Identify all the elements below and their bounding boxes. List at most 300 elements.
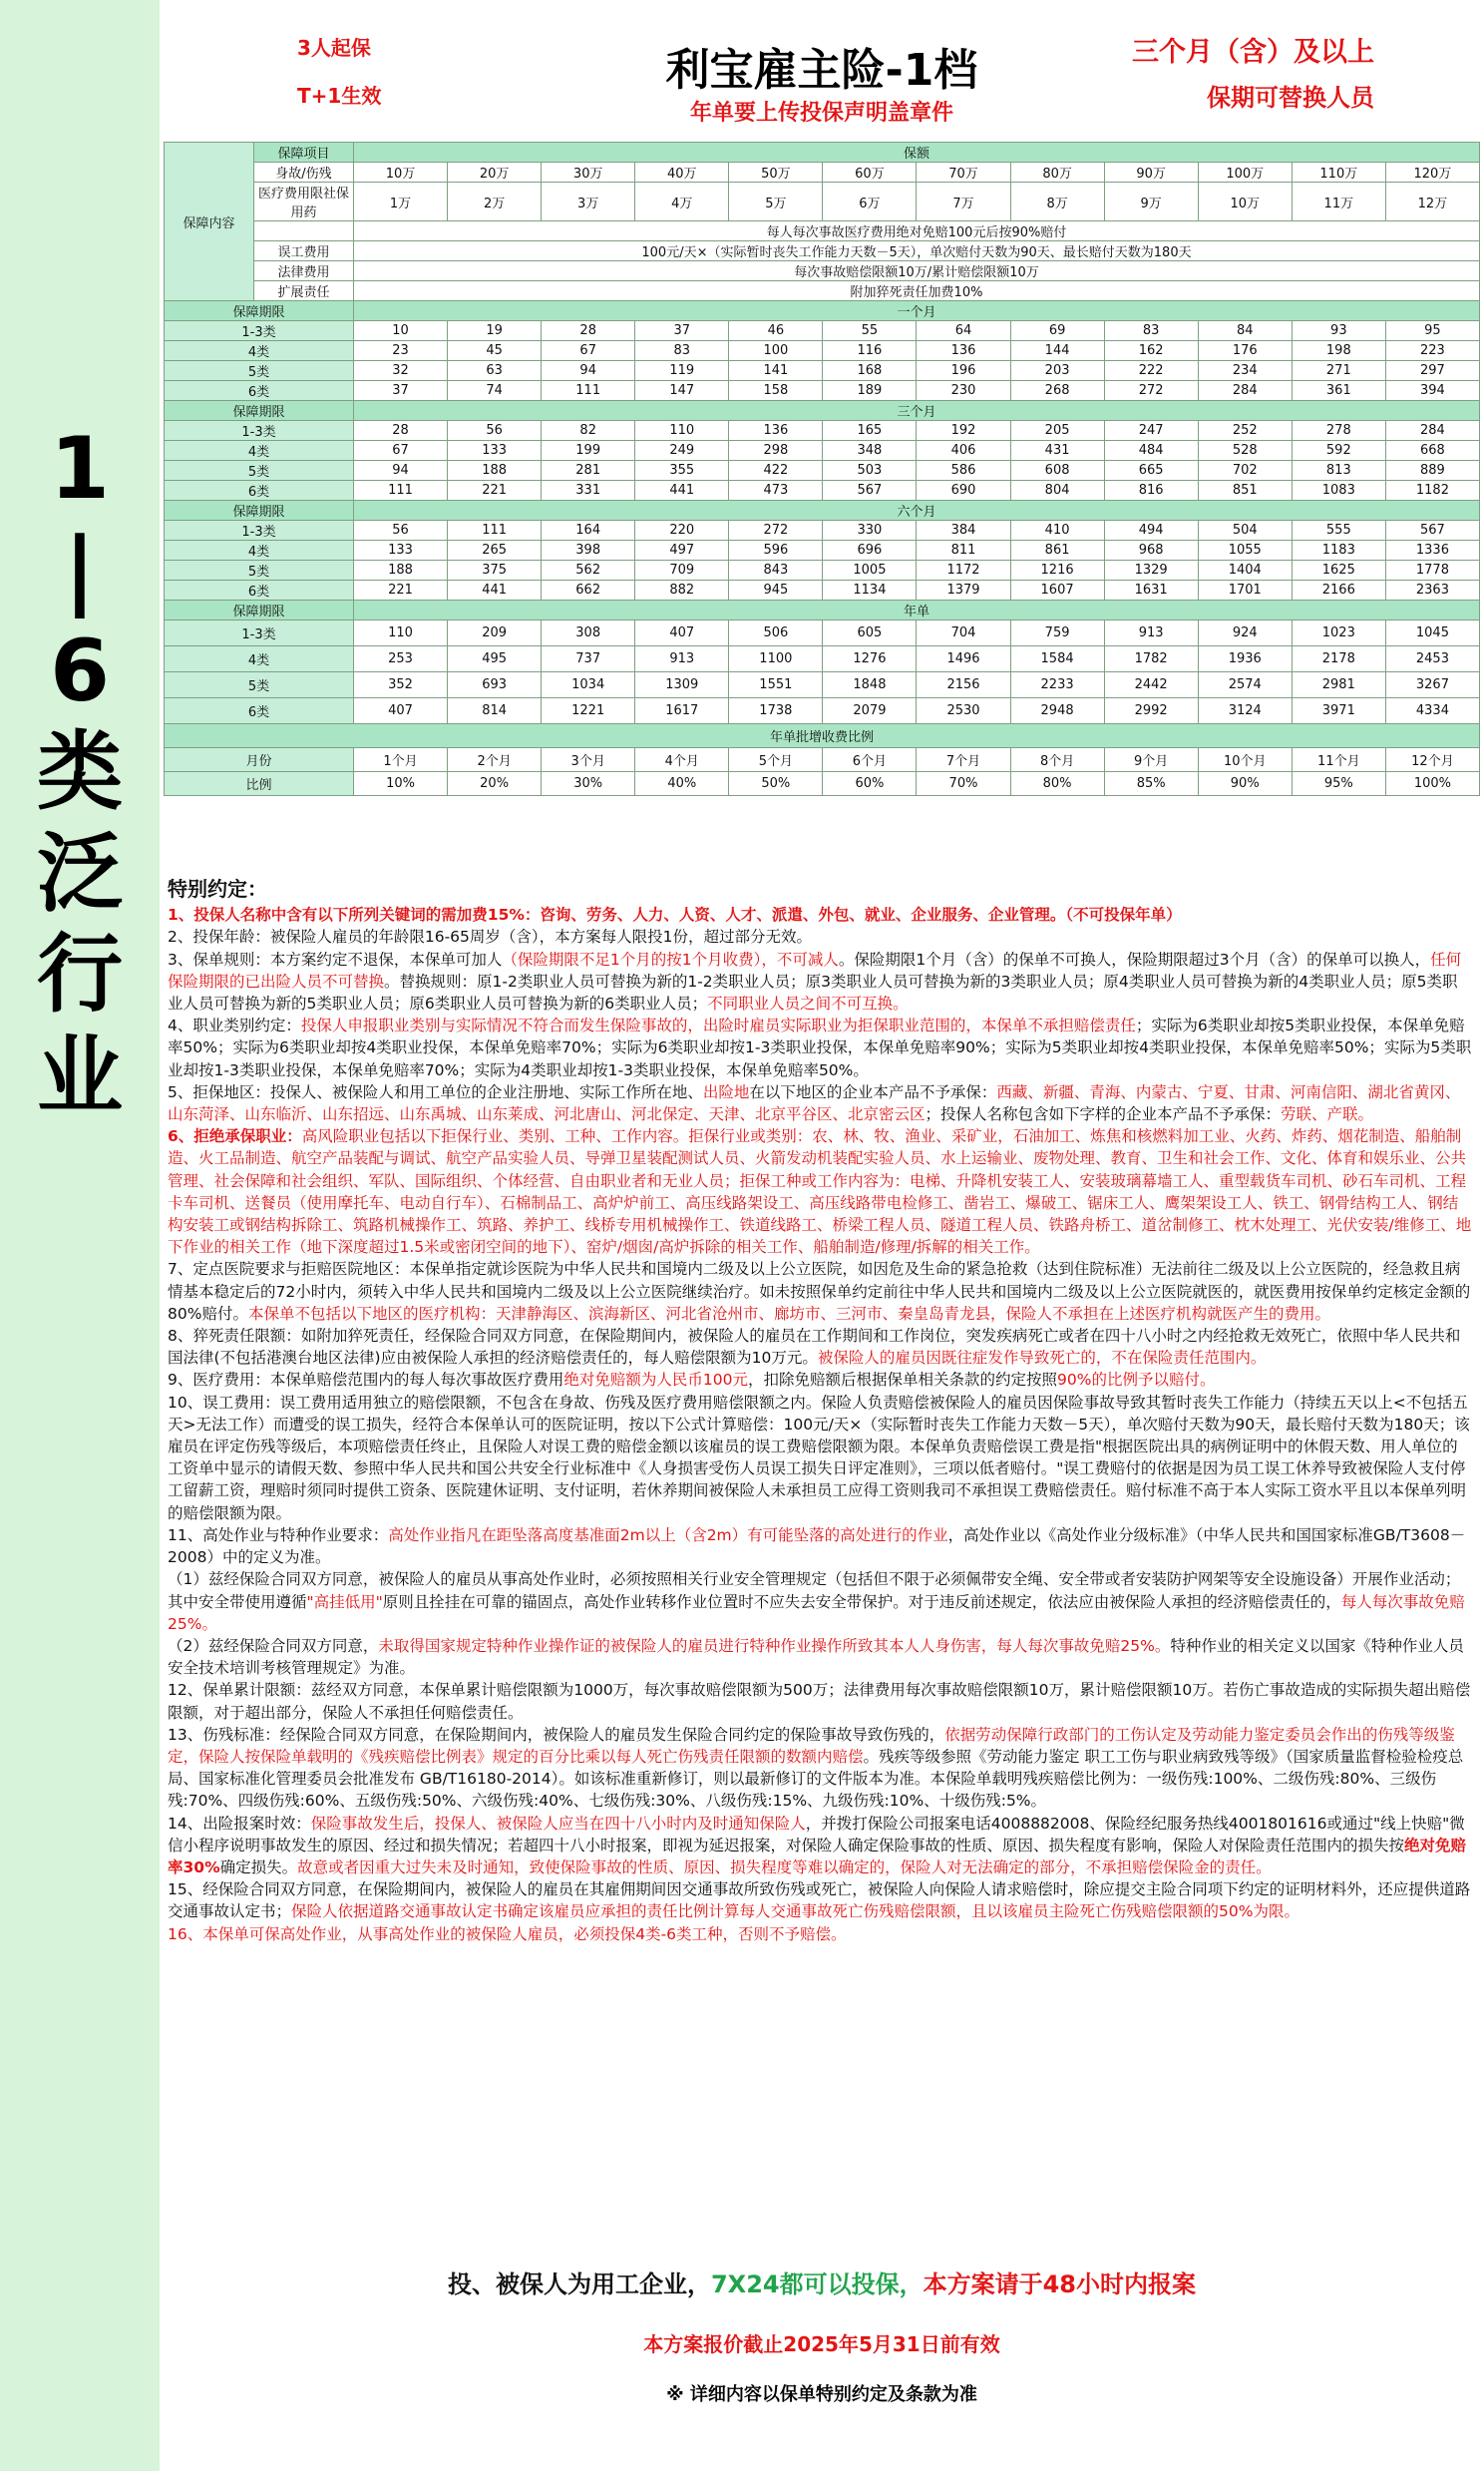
premium-cell: 56 <box>448 421 542 441</box>
coverage-value-cell: 12万 <box>1385 183 1479 221</box>
period-label: 保障期限 <box>165 501 354 521</box>
ratio-cell: 60% <box>823 772 917 796</box>
month-label: 月份 <box>165 748 354 772</box>
premium-cell: 1551 <box>729 672 823 698</box>
premium-cell: 1738 <box>729 698 823 724</box>
period-label: 保障期限 <box>165 601 354 620</box>
premium-cell: 1221 <box>542 698 635 724</box>
premium-cell: 913 <box>1104 620 1198 646</box>
premium-table <box>164 142 1480 796</box>
coverage-value-cell: 7万 <box>917 183 1010 221</box>
premium-cell: 249 <box>635 441 729 461</box>
premium-cell: 1045 <box>1385 620 1479 646</box>
footer-note: ※ 详细内容以保单特别约定及条款为准 <box>666 2384 977 2405</box>
premium-cell: 1005 <box>823 561 917 581</box>
premium-cell: 100 <box>729 341 823 361</box>
occupation-class: 6类 <box>165 381 354 401</box>
occupation-class: 5类 <box>165 461 354 481</box>
premium-cell: 144 <box>1010 341 1104 361</box>
coverage-item-name <box>254 221 354 241</box>
replace-period-label: 三个月（含）及以上 <box>1132 37 1374 68</box>
short-term-title: 年单批增收费比例 <box>165 724 1480 748</box>
premium-cell: 494 <box>1104 521 1198 541</box>
premium-cell: 355 <box>635 461 729 481</box>
coverage-value-cell: 1万 <box>354 183 448 221</box>
premium-cell: 1379 <box>917 581 1010 601</box>
premium-cell: 176 <box>1198 341 1292 361</box>
coverage-value-cell: 70万 <box>917 163 1010 183</box>
side-char: 行 <box>37 925 123 1026</box>
side-title <box>0 419 160 1127</box>
premium-cell: 816 <box>1104 481 1198 501</box>
premium-cell: 592 <box>1292 441 1385 461</box>
premium-cell: 141 <box>729 361 823 381</box>
month-cell: 10个月 <box>1198 748 1292 772</box>
premium-cell: 608 <box>1010 461 1104 481</box>
premium-cell: 1607 <box>1010 581 1104 601</box>
premium-cell: 406 <box>917 441 1010 461</box>
side-char: 泛 <box>37 823 123 924</box>
premium-cell: 84 <box>1198 321 1292 341</box>
premium-cell: 189 <box>823 381 917 401</box>
coverage-item-name: 扩展责任 <box>254 281 354 301</box>
premium-cell: 223 <box>1385 341 1479 361</box>
month-cell: 3个月 <box>542 748 635 772</box>
ratio-cell: 70% <box>917 772 1010 796</box>
premium-cell: 272 <box>1104 381 1198 401</box>
premium-cell: 665 <box>1104 461 1198 481</box>
premium-cell: 45 <box>448 341 542 361</box>
coverage-item-name: 身故/伤残 <box>254 163 354 183</box>
premium-cell: 32 <box>354 361 448 381</box>
month-cell: 9个月 <box>1104 748 1198 772</box>
premium-cell: 361 <box>1292 381 1385 401</box>
premium-cell: 690 <box>917 481 1010 501</box>
premium-cell: 221 <box>354 581 448 601</box>
premium-cell: 1782 <box>1104 646 1198 672</box>
premium-cell: 298 <box>729 441 823 461</box>
premium-cell: 46 <box>729 321 823 341</box>
premium-cell: 111 <box>448 521 542 541</box>
coverage-value-cell: 20万 <box>448 163 542 183</box>
premium-cell: 813 <box>1292 461 1385 481</box>
ratio-cell: 80% <box>1010 772 1104 796</box>
premium-cell: 567 <box>1385 521 1479 541</box>
premium-cell: 83 <box>1104 321 1198 341</box>
premium-cell: 398 <box>542 541 635 561</box>
coverage-item-text: 每人每次事故医疗费用绝对免赔100元后按90%赔付 <box>354 221 1480 241</box>
premium-cell: 567 <box>823 481 917 501</box>
premium-cell: 1329 <box>1104 561 1198 581</box>
month-cell: 12个月 <box>1385 748 1479 772</box>
effective-date-label: T+1生效 <box>297 84 382 108</box>
premium-cell: 265 <box>448 541 542 561</box>
premium-cell: 93 <box>1292 321 1385 341</box>
month-cell: 8个月 <box>1010 748 1104 772</box>
page-subtitle: 年单要上传投保声明盖章件 <box>689 101 953 126</box>
premium-cell: 696 <box>823 541 917 561</box>
premium-cell: 158 <box>729 381 823 401</box>
premium-cell: 281 <box>542 461 635 481</box>
premium-cell: 528 <box>1198 441 1292 461</box>
premium-cell: 473 <box>729 481 823 501</box>
occupation-class: 1-3类 <box>165 421 354 441</box>
premium-cell: 1631 <box>1104 581 1198 601</box>
premium-cell: 506 <box>729 620 823 646</box>
period-name: 一个月 <box>354 301 1480 321</box>
premium-cell: 23 <box>354 341 448 361</box>
term-9: 9、医疗费用：本保单赔偿范围内的每人每次事故医疗费用绝对免赔额为人民币100元，扣除免赔额后根据保单相关条款的约定按照90%的比例予以赔付。 <box>168 1371 1216 1390</box>
term-3: 3、保单规则：本方案约定不退保，本保单可加人（保险期限不足1个月的按1个月收费），不可减人。保险期限1个月（含）的保单不可换人，保险期限超过3个月（含）的保单可以换人，任何保险期限的已出险人员不可替换。替换规则：原1-2类职业人员可替换为新的1-2类职业人员；原3类职业人员可替换为新的3类职业人员；原4类职业人员可替换为新的4类职业人员；原5类职业人员可替换为新的5类职业人员；原6类职业人员可替换为新的6类职业人员；不同职业人员之间不可互换。 <box>168 950 1462 1014</box>
coverage-value-cell: 8万 <box>1010 183 1104 221</box>
coverage-value-cell: 2万 <box>448 183 542 221</box>
premium-cell: 272 <box>729 521 823 541</box>
period-name: 六个月 <box>354 501 1480 521</box>
premium-cell: 1023 <box>1292 620 1385 646</box>
premium-cell: 1625 <box>1292 561 1385 581</box>
premium-cell: 164 <box>542 521 635 541</box>
premium-cell: 504 <box>1198 521 1292 541</box>
footer-deadline: 本方案报价截止2025年5月31日前有效 <box>643 2332 1000 2356</box>
term-1: 1、投保人名称中含有以下所列关键词的需加费15%：咨询、劳务、人力、人资、人才、派遣、外包、就业、企业服务、企业管理。（不可投保年单） <box>168 906 1182 925</box>
premium-cell: 1182 <box>1385 481 1479 501</box>
premium-cell: 1055 <box>1198 541 1292 561</box>
premium-cell: 348 <box>823 441 917 461</box>
premium-cell: 851 <box>1198 481 1292 501</box>
premium-cell: 136 <box>729 421 823 441</box>
premium-cell: 203 <box>1010 361 1104 381</box>
ratio-label: 比例 <box>165 772 354 796</box>
coverage-item-text: 附加猝死责任加费10% <box>354 281 1480 301</box>
premium-cell: 804 <box>1010 481 1104 501</box>
premium-cell: 268 <box>1010 381 1104 401</box>
premium-cell: 74 <box>448 381 542 401</box>
premium-cell: 1183 <box>1292 541 1385 561</box>
term-11-2: （2）兹经保险合同双方同意，未取得国家规定特种作业操作证的被保险人的雇员进行特种作业操作所致其本人人身伤害，每人每次事故免赔25%。特种作业的相关定义以国家《特种作业人员安全技术培训考核管理规定》为准。 <box>168 1636 1464 1678</box>
premium-cell: 188 <box>354 561 448 581</box>
coverage-value-cell: 80万 <box>1010 163 1104 183</box>
premium-cell: 384 <box>917 521 1010 541</box>
premium-cell: 37 <box>635 321 729 341</box>
premium-cell: 133 <box>354 541 448 561</box>
coverage-value-cell: 10万 <box>354 163 448 183</box>
premium-cell: 503 <box>823 461 917 481</box>
month-cell: 7个月 <box>917 748 1010 772</box>
premium-cell: 759 <box>1010 620 1104 646</box>
premium-cell: 297 <box>1385 361 1479 381</box>
ratio-cell: 85% <box>1104 772 1198 796</box>
premium-cell: 811 <box>917 541 1010 561</box>
premium-cell: 252 <box>1198 421 1292 441</box>
premium-cell: 2453 <box>1385 646 1479 672</box>
month-cell: 6个月 <box>823 748 917 772</box>
premium-cell: 2992 <box>1104 698 1198 724</box>
premium-cell: 913 <box>635 646 729 672</box>
term-12: 12、保单累计限额：兹经双方同意，本保单累计赔偿限额为1000万，每次事故赔偿限额为500万；法律费用每次事故赔偿限额10万，累计赔偿限额10万。若伤亡事故造成的实际损失超出赔偿限额，对于超出部分，保险人不承担任何赔偿责任。 <box>168 1681 1471 1722</box>
premium-cell: 2166 <box>1292 581 1385 601</box>
premium-cell: 1404 <box>1198 561 1292 581</box>
occupation-class: 4类 <box>165 341 354 361</box>
premium-cell: 2233 <box>1010 672 1104 698</box>
premium-cell: 1778 <box>1385 561 1479 581</box>
coverage-value-cell: 4万 <box>635 183 729 221</box>
coverage-item-text: 每次事故赔偿限额10万/累计赔偿限额10万 <box>354 261 1480 281</box>
premium-cell: 407 <box>635 620 729 646</box>
premium-cell: 221 <box>448 481 542 501</box>
min-insured-label: 3人起保 <box>297 36 371 60</box>
premium-cell: 422 <box>729 461 823 481</box>
occupation-class: 4类 <box>165 441 354 461</box>
premium-cell: 605 <box>823 620 917 646</box>
premium-cell: 2981 <box>1292 672 1385 698</box>
term-11: 11、高处作业与特种作业要求：高处作业指凡在距坠落高度基准面2m以上（含2m）有可能坠落的高处进行的作业，高处作业以《高处作业分级标准》（中华人民共和国国家标准GB/T3608－2008）中的定义为准。 <box>168 1525 1466 1567</box>
occupation-class: 1-3类 <box>165 620 354 646</box>
premium-cell: 1100 <box>729 646 823 672</box>
premium-cell: 1336 <box>1385 541 1479 561</box>
premium-cell: 562 <box>542 561 635 581</box>
premium-cell: 10 <box>354 321 448 341</box>
premium-cell: 284 <box>1198 381 1292 401</box>
premium-cell: 330 <box>823 521 917 541</box>
premium-cell: 596 <box>729 541 823 561</box>
ratio-cell: 30% <box>542 772 635 796</box>
premium-cell: 431 <box>1010 441 1104 461</box>
premium-cell: 924 <box>1198 620 1292 646</box>
term-15: 15、经保险合同双方同意，在保险期间内，被保险人的雇员在其雇佣期间因交通事故所致伤残或死亡，被保险人向保险人请求赔偿时，除应提交主险合同项下约定的证明材料外，还应提供道路交通事故认定书；保险人依据道路交通事故认定书确定该雇员应承担的责任比例计算每人交通事故死亡伤残赔偿限额，且以该雇员主险死亡伤残赔偿限额的50%为限。 <box>168 1880 1471 1921</box>
premium-cell: 1276 <box>823 646 917 672</box>
coverage-value-cell: 40万 <box>635 163 729 183</box>
premium-cell: 247 <box>1104 421 1198 441</box>
occupation-class: 6类 <box>165 698 354 724</box>
premium-cell: 56 <box>354 521 448 541</box>
premium-cell: 95 <box>1385 321 1479 341</box>
premium-cell: 668 <box>1385 441 1479 461</box>
premium-cell: 1848 <box>823 672 917 698</box>
occupation-class: 5类 <box>165 361 354 381</box>
premium-cell: 484 <box>1104 441 1198 461</box>
special-terms <box>168 878 1472 1945</box>
premium-cell: 662 <box>542 581 635 601</box>
premium-cell: 2948 <box>1010 698 1104 724</box>
premium-cell: 2178 <box>1292 646 1385 672</box>
coverage-item-header: 保障项目 <box>254 143 354 163</box>
premium-cell: 1309 <box>635 672 729 698</box>
premium-cell: 136 <box>917 341 1010 361</box>
premium-cell: 441 <box>448 581 542 601</box>
term-13: 13、伤残标准：经保险合同双方同意，在保险期间内，被保险人的雇员发生保险合同约定的保险事故导致伤残的，依据劳动保障行政部门的工伤认定及劳动能力鉴定委员会作出的伤残等级鉴定，保险人按保险单载明的《残疾赔偿比例表》规定的百分比乘以每人死亡伤残责任限额的数额内赔偿。残疾等级参照《劳动能力鉴定 职工工伤与职业病致残等级》（国家质量监督检验检疫总局、国家标准化管理委员会批准发布 GB/T16180-2014）。如该标准重新修订，则以最新修订的文件版本为准。本保险单载明残疾赔偿比例为：一级伤残:100%、二级伤残:80%、三级伤残:70%、四级伤残:60%、五级伤残:50%、六级伤残:40%、七级伤残:30%、八级伤残:15%、九级伤残:10%、十级伤残:5%。 <box>168 1725 1464 1811</box>
period-name: 年单 <box>354 601 1480 620</box>
coverage-value-cell: 3万 <box>542 183 635 221</box>
premium-cell: 67 <box>354 441 448 461</box>
premium-cell: 28 <box>354 421 448 441</box>
premium-cell: 945 <box>729 581 823 601</box>
premium-cell: 814 <box>448 698 542 724</box>
premium-cell: 308 <box>542 620 635 646</box>
premium-cell: 110 <box>354 620 448 646</box>
premium-cell: 1216 <box>1010 561 1104 581</box>
occupation-class: 5类 <box>165 561 354 581</box>
premium-cell: 1134 <box>823 581 917 601</box>
term-6: 6、拒绝承保职业：高风险职业包括以下拒保行业、类别、工种、工作内容。拒保行业或类别：农、林、牧、渔业、采矿业，石油加工、炼焦和核燃料加工业、火药、炸药、烟花制造、船舶制造、火工品制造、航空产品装配与调试、航空产品实验人员、导弹卫星装配测试人员、火箭发动机装配实验人员、水上运输业、废物处理、教育、卫生和社会工作、文化、体育和娱乐业、公共管理、社会保障和社会组织、军队、国际组织、个体经营、自由职业者和无业人员；拒保工种或工作内容为：电梯、升降机安装工人、安装玻璃幕墙工人、重型载货车司机、砂石车司机、工程卡车司机、送餐员（使用摩托车、电动自行车）、石棉制品工、高炉炉前工、高压线路架设工、高压线路带电检修工、凿岩工、爆破工、锯床工人、鹰架架设工人、铁工、钢骨结构工人、钢结构安装工或钢结构拆除工、筑路机械操作工、筑路、养护工、线桥专用机械操作工、铁道线路工、桥梁工程人员、隧道工程人员、铁路舟桥工、道岔制修工、枕木处理工、光伏安装/维修工、地下作业的相关工作（地下深度超过1.5米或密闭空间的地下）、窑炉/烟囱/高炉拆除的相关工作、船舶制造/修理/拆解的相关工作。 <box>168 1127 1472 1257</box>
premium-cell: 693 <box>448 672 542 698</box>
premium-cell: 111 <box>354 481 448 501</box>
premium-cell: 4334 <box>1385 698 1479 724</box>
premium-cell: 1172 <box>917 561 1010 581</box>
premium-cell: 441 <box>635 481 729 501</box>
ratio-cell: 90% <box>1198 772 1292 796</box>
header <box>160 0 1484 142</box>
premium-cell: 234 <box>1198 361 1292 381</box>
period-name: 三个月 <box>354 401 1480 421</box>
premium-cell: 882 <box>635 581 729 601</box>
premium-cell: 199 <box>542 441 635 461</box>
footer-report-line: 投、被保人为用工企业，7X24都可以投保，本方案请于48小时内报案 <box>447 2270 1196 2298</box>
coverage-item-name: 法律费用 <box>254 261 354 281</box>
premium-cell: 230 <box>917 381 1010 401</box>
premium-cell: 110 <box>635 421 729 441</box>
page-title: 利宝雇主险-1档 <box>665 45 978 96</box>
premium-cell: 133 <box>448 441 542 461</box>
term-10: 10、误工费用：误工费用适用独立的赔偿限额，不包含在身故、伤残及医疗费用赔偿限额之内。保险人负责赔偿被保险人的雇员因保险事故导致其暂时丧失工作能力（持续五天以上<不包括五天>无法工作）而遭受的误工损失，经符合本保单认可的医院证明，按以下公式计算赔偿：100元/天×（实际暂时丧失工作能力天数－5天），单次赔付天数为90天，最长赔付天数为180天；该雇员在评定伤残等级后，本项赔偿责任终止，且保险人对误工费的赔偿金额以该雇员的误工费赔偿限额为限。本保单负责赔偿误工费是指"根据医院出具的病例证明中的休假天数、用人单位的工资单中显示的请假天数、参照中华人民共和国公共安全行业标准中《人身损害受伤人员误工损失日评定准则》，三项以低者赔付。"误工费赔付的依据是因为员工误工休养导致被保险人支付停工留薪工资，理赔时须同时提供工资条、医院建休证明、支付证明，若休养期间被保险人未承担员工应得工资则我司不承担误工费赔偿责任。赔付标准不高于本人实际工资水平且以本保单列明的赔偿限额为限。 <box>168 1393 1470 1522</box>
premium-cell: 586 <box>917 461 1010 481</box>
premium-cell: 1496 <box>917 646 1010 672</box>
ratio-cell: 100% <box>1385 772 1479 796</box>
occupation-class: 1-3类 <box>165 521 354 541</box>
side-char: 业 <box>37 1026 123 1126</box>
premium-cell: 495 <box>448 646 542 672</box>
month-cell: 2个月 <box>448 748 542 772</box>
premium-cell: 702 <box>1198 461 1292 481</box>
premium-cell: 407 <box>354 698 448 724</box>
premium-cell: 2079 <box>823 698 917 724</box>
premium-cell: 116 <box>823 341 917 361</box>
premium-cell: 704 <box>917 620 1010 646</box>
premium-cell: 1034 <box>542 672 635 698</box>
month-cell: 5个月 <box>729 748 823 772</box>
occupation-class: 5类 <box>165 672 354 698</box>
premium-cell: 209 <box>448 620 542 646</box>
premium-cell: 147 <box>635 381 729 401</box>
premium-cell: 410 <box>1010 521 1104 541</box>
premium-cell: 375 <box>448 561 542 581</box>
side-char: 类 <box>37 722 123 823</box>
premium-cell: 861 <box>1010 541 1104 561</box>
premium-cell: 1936 <box>1198 646 1292 672</box>
coverage-value-cell: 11万 <box>1292 183 1385 221</box>
premium-cell: 82 <box>542 421 635 441</box>
premium-cell: 1617 <box>635 698 729 724</box>
premium-cell: 28 <box>542 321 635 341</box>
term-8: 8、猝死责任限额：如附加猝死责任，经保险合同双方同意，在保险期间内，被保险人的雇员在工作期间和工作岗位，突发疾病死亡或者在四十八小时之内经抢救无效死亡，依照中华人民共和国法律(不包括港澳台地区法律)应由被保险人承担的经济赔偿责任的，每人赔偿限额为10万元。被保险人的雇员因既往症发作导致死亡的，不在保险责任范围内。 <box>168 1327 1461 1368</box>
side-char: 6 <box>50 620 110 721</box>
premium-cell: 94 <box>542 361 635 381</box>
ratio-cell: 50% <box>729 772 823 796</box>
premium-cell: 1584 <box>1010 646 1104 672</box>
replace-people-label: 保期可替换人员 <box>1207 84 1374 112</box>
premium-cell: 889 <box>1385 461 1479 481</box>
coverage-value-cell: 110万 <box>1292 163 1385 183</box>
premium-cell: 188 <box>448 461 542 481</box>
premium-cell: 2574 <box>1198 672 1292 698</box>
premium-cell: 198 <box>1292 341 1385 361</box>
occupation-class: 4类 <box>165 541 354 561</box>
coverage-value-cell: 60万 <box>823 163 917 183</box>
premium-cell: 162 <box>1104 341 1198 361</box>
coverage-value-cell: 50万 <box>729 163 823 183</box>
premium-cell: 2530 <box>917 698 1010 724</box>
premium-cell: 2442 <box>1104 672 1198 698</box>
premium-cell: 196 <box>917 361 1010 381</box>
period-label: 保障期限 <box>165 301 354 321</box>
premium-cell: 253 <box>354 646 448 672</box>
term-4: 4、职业类别约定：投保人申报职业类别与实际情况不符合而发生保险事故的，出险时雇员实际职业为拒保职业范围的，本保单不承担赔偿责任；实际为6类职业却按5类职业投保，本保单免赔率50%；实际为6类职业却按4类职业投保，本保单免赔率70%；实际为6类职业却按1-3类职业投保，本保单免赔率90%；实际为5类职业却按4类职业投保，本保单免赔率50%；实际为5类职业却按1-3类职业投保，本保单免赔率70%；实际为4类职业却按1-3类职业投保，本保单免赔率50%。 <box>168 1017 1472 1079</box>
coverage-value-cell: 30万 <box>542 163 635 183</box>
premium-cell: 192 <box>917 421 1010 441</box>
coverage-section-label: 保障内容 <box>165 143 254 301</box>
coverage-limit-header: 保额 <box>354 143 1480 163</box>
premium-cell: 284 <box>1385 421 1479 441</box>
premium-cell: 55 <box>823 321 917 341</box>
premium-cell: 168 <box>823 361 917 381</box>
occupation-class: 1-3类 <box>165 321 354 341</box>
side-char: 1 <box>50 419 110 519</box>
premium-cell: 205 <box>1010 421 1104 441</box>
premium-cell: 1083 <box>1292 481 1385 501</box>
coverage-value-cell: 90万 <box>1104 163 1198 183</box>
premium-cell: 111 <box>542 381 635 401</box>
month-cell: 4个月 <box>635 748 729 772</box>
premium-cell: 220 <box>635 521 729 541</box>
premium-cell: 331 <box>542 481 635 501</box>
term-7: 7、定点医院要求与拒赔医院地区：本保单指定就诊医院为中华人民共和国境内二级及以上公立医院，如因危及生命的紧急抢救（达到住院标准）无法前往二级及以上公立医院的，经急救且病情基本稳定后的72小时内，须转入中华人民共和国境内二级及以上公立医院继续治疗。如未按照保单约定前往中华人民共和国境内二级及以上公立医院就医的，就医费用按保单约定核定金额的80%赔付。本保单不包括以下地区的医疗机构：天津静海区、滨海新区、河北省沧州市、廊坊市、三河市、秦皇岛青龙县，保险人不承担在上述医疗机构就医产生的费用。 <box>168 1260 1471 1323</box>
premium-cell: 37 <box>354 381 448 401</box>
premium-cell: 119 <box>635 361 729 381</box>
premium-cell: 69 <box>1010 321 1104 341</box>
term-11-1: （1）兹经保险合同双方同意，被保险人的雇员从事高处作业时，必须按照相关行业安全管理规定（包括但不限于必须佩带安全绳、安全带或者安装防护网架等安全设施设备）开展作业活动；其中安全带使用遵循"高挂低用"原则且拴挂在可靠的锚固点，高处作业转移作业位置时不应失去安全带保护。对于违反前述规定，依法应由被保险人承担的经济赔偿责任的，每人每次事故免赔25%。 <box>168 1570 1465 1633</box>
occupation-class: 6类 <box>165 581 354 601</box>
premium-cell: 555 <box>1292 521 1385 541</box>
ratio-cell: 10% <box>354 772 448 796</box>
premium-cell: 63 <box>448 361 542 381</box>
premium-cell: 1701 <box>1198 581 1292 601</box>
premium-cell: 67 <box>542 341 635 361</box>
side-char: | <box>64 520 96 620</box>
coverage-value-cell: 120万 <box>1385 163 1479 183</box>
premium-cell: 394 <box>1385 381 1479 401</box>
ratio-cell: 95% <box>1292 772 1385 796</box>
premium-cell: 2363 <box>1385 581 1479 601</box>
premium-cell: 968 <box>1104 541 1198 561</box>
premium-cell: 94 <box>354 461 448 481</box>
premium-cell: 3267 <box>1385 672 1479 698</box>
ratio-cell: 20% <box>448 772 542 796</box>
premium-cell: 271 <box>1292 361 1385 381</box>
coverage-item-text: 100元/天×（实际暂时丧失工作能力天数－5天），单次赔付天数为90天、最长赔付天数为180天 <box>354 241 1480 261</box>
premium-cell: 64 <box>917 321 1010 341</box>
coverage-value-cell: 9万 <box>1104 183 1198 221</box>
premium-cell: 497 <box>635 541 729 561</box>
occupation-class: 4类 <box>165 646 354 672</box>
ratio-cell: 40% <box>635 772 729 796</box>
month-cell: 11个月 <box>1292 748 1385 772</box>
premium-cell: 278 <box>1292 421 1385 441</box>
premium-cell: 83 <box>635 341 729 361</box>
coverage-value-cell: 100万 <box>1198 163 1292 183</box>
premium-cell: 222 <box>1104 361 1198 381</box>
coverage-item-name: 医疗费用限社保用药 <box>254 183 354 221</box>
coverage-value-cell: 5万 <box>729 183 823 221</box>
premium-cell: 165 <box>823 421 917 441</box>
